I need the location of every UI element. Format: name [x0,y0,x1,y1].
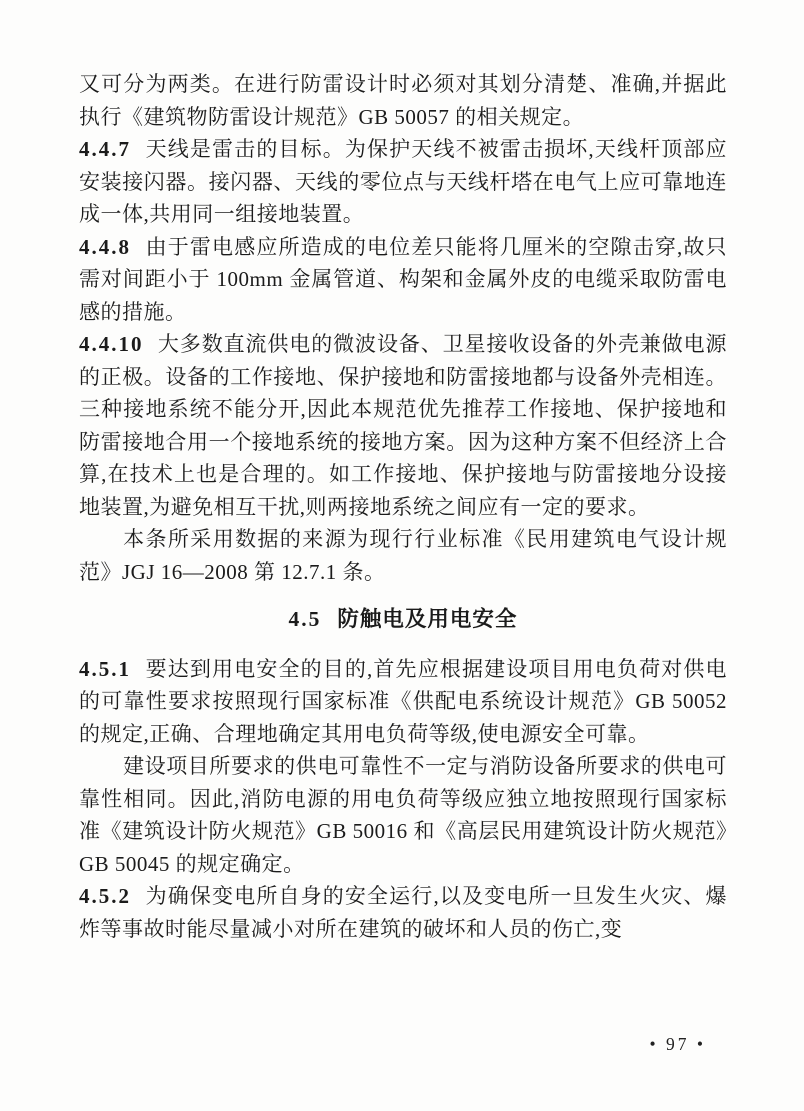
paragraph-clause-4-5-2 [79,880,727,945]
clause-number: 4.4.7 [79,137,131,161]
body-text [79,68,727,945]
section-heading-title: 防触电及用电安全 [337,607,518,631]
page-footer [649,1034,706,1055]
paragraph-source-note [79,523,727,588]
clause-number: 4.4.10 [79,332,144,356]
paragraph-text: 为确保变电所自身的安全运行,以及变电所一旦发生火灾、爆炸等事故时能尽量减小对所在建筑的破坏和人员的伤亡,变 [79,884,727,941]
clause-number: 4.5.1 [79,656,131,681]
paragraph-clause-4-4-8 [79,231,727,329]
paragraph-text: 大多数直流供电的微波设备、卫星接收设备的外壳兼做电源的正极。设备的工作接地、保护接地和防雷接地都与设备外壳相连。三种接地系统不能分开,因此本规范优先推荐工作接地、保护接地和防雷接地合用一个接地系统的接地方案。因为这种方案不但经济上合算,在技术上也是合理的。如工作接地、保护接地与防雷接地分设接地装置,为避免相互干扰,则两接地系统之间应有一定的要求。 [79,332,727,519]
paragraph-text: 又可分为两类。在进行防雷设计时必须对其划分清楚、准确,并据此执行《建筑物防雷设计规范》GB 50057 的相关规定。 [79,72,727,129]
clause-number: 4.5.2 [79,884,131,908]
paragraph-text: 要达到用电安全的目的,首先应根据建设项目用电负荷对供电的可靠性要求按照现行国家标准《供配电系统设计规范》GB 50052 的规定,正确、合理地确定其用电负荷等级,使电源安全可靠。 [79,656,727,746]
paragraph-text: 本条所采用数据的来源为现行行业标准《民用建筑电气设计规范》JGJ 16—2008 第 12.7.1 条。 [79,527,727,584]
section-heading [79,603,727,636]
paragraph-clause-4-5-1 [79,653,727,751]
paragraph-text: 由于雷电感应所造成的电位差只能将几厘米的空隙击穿,故只需对间距小于 100mm 金属管道、构架和金属外皮的电缆采取防雷电感的措施。 [79,234,727,324]
section-heading-number: 4.5 [288,607,322,631]
paragraph-continuation [79,68,727,133]
paragraph-text: 建设项目所要求的供电可靠性不一定与消防设备所要求的供电可靠性相同。因此,消防电源的用电负荷等级应独立地按照现行国家标准《建筑设计防火规范》GB 50016 和《高层民用建筑设计防火规范》GB 50045 的规定确定。 [79,754,727,876]
clause-number: 4.4.8 [79,234,131,259]
paragraph-text: 天线是雷击的目标。为保护天线不被雷击损坏,天线杆顶部应安装接闪器。接闪器、天线的零位点与天线杆塔在电气上应可靠地连成一体,共用同一组接地装置。 [79,137,727,226]
paragraph-clause-4-4-7 [79,133,727,231]
paragraph-fire-power-note [79,750,727,880]
paragraph-clause-4-4-10 [79,328,727,523]
page-number: • 97 • [649,1034,706,1054]
